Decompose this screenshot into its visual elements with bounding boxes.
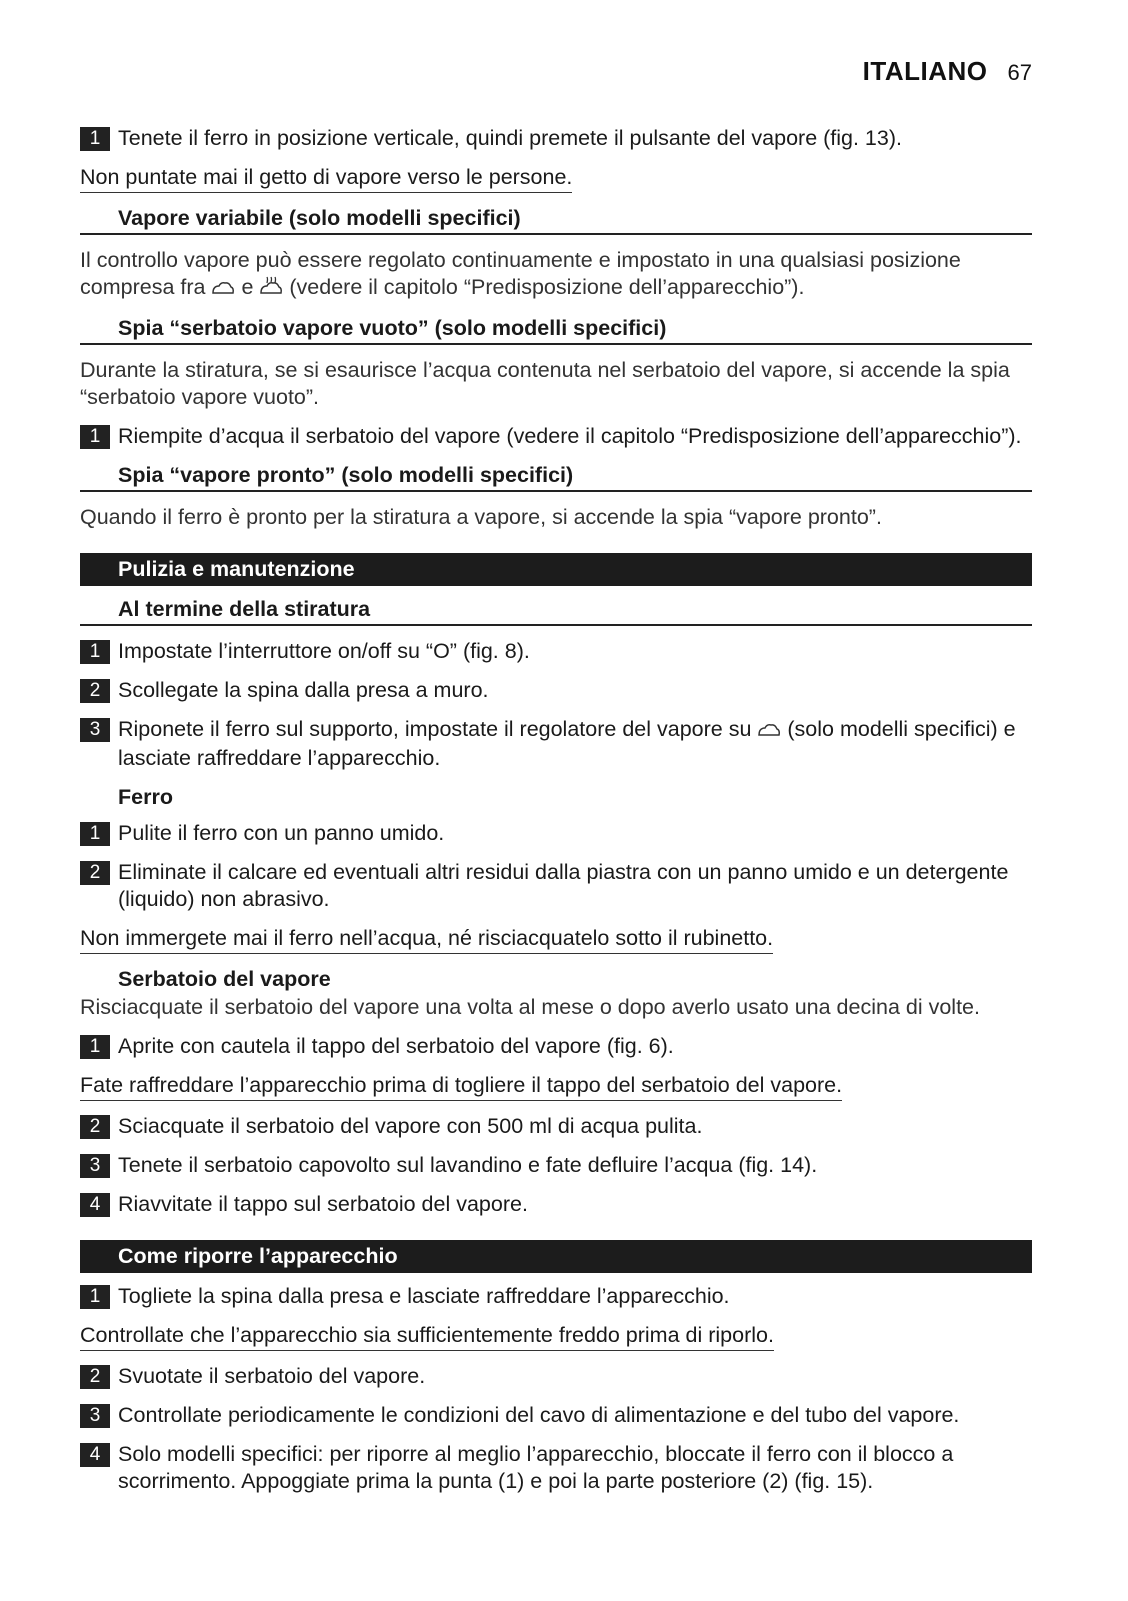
step-open-cap [80, 1033, 1032, 1060]
step-text: Svuotate il serbatoio del vapore. [118, 1364, 426, 1388]
page-number: 67 [1007, 60, 1032, 85]
warning-no-immerse: Non immergete mai il ferro nell’acqua, né risciacquatelo sotto il rubinetto. [80, 925, 773, 954]
step-check-cords [80, 1402, 1032, 1429]
step-number: 4 [80, 1193, 110, 1217]
step-number: 4 [80, 1443, 110, 1467]
step-number: 1 [80, 640, 110, 664]
step-number: 2 [80, 1115, 110, 1139]
step-screw-cap [80, 1191, 1032, 1218]
step-text: Aprite con cautela il tappo del serbatoio del vapore (fig. 6). [118, 1034, 674, 1058]
step-number: 3 [80, 1404, 110, 1428]
warning-steam-people: Non puntate mai il getto di vapore verso le persone. [80, 164, 572, 193]
step-empty-tank [80, 1363, 1032, 1390]
page-content [80, 125, 1032, 1507]
section-title-steam-ready: Spia “vapore pronto” (solo modelli specifici) [80, 462, 1032, 492]
step-text: Tenete il serbatoio capovolto sul lavandino e fate defluire l’acqua (fig. 14). [118, 1153, 818, 1177]
step-text: Solo modelli specifici: per riporre al meglio l’apparecchio, bloccate il ferro con il blocco a scorrimento. Appoggiate prima la punta (1) e poi la parte posteriore (2) (fig. 15). [118, 1442, 954, 1493]
step-switch-off [80, 638, 1032, 665]
section-title-iron: Ferro [118, 785, 173, 809]
step-number: 1 [80, 127, 110, 151]
empty-tank-text: Durante la stiratura, se si esaurisce l’acqua contenuta nel serbatoio del vapore, si accende la spia “serbatoio vapore vuoto”. [80, 358, 1010, 409]
step-text: Scollegate la spina dalla presa a muro. [118, 678, 489, 702]
step-text: Tenete il ferro in posizione verticale, quindi premete il pulsante del vapore (fig. 13). [118, 126, 902, 150]
section-bar-storage: Come riporre l’apparecchio [80, 1240, 1032, 1273]
step-text: Impostate l’interruttore on/off su “O” (fig. 8). [118, 639, 530, 663]
variable-steam-text-b: e [241, 275, 254, 299]
step-text: Eliminate il calcare ed eventuali altri residui dalla piastra con un panno umido e un detergente (liquido) non abrasivo. [118, 860, 1009, 911]
steam-ready-text: Quando il ferro è pronto per la stiratura a vapore, si accende la spia “vapore pronto”. [80, 505, 882, 529]
tank-text: Risciacquate il serbatoio del vapore una volta al mese o dopo averlo usato una decina di volte. [80, 995, 980, 1019]
step-rinse-tank [80, 1113, 1032, 1140]
step-fill-tank [80, 423, 1032, 450]
step-text: Togliete la spina dalla presa e lasciate raffreddare l’apparecchio. [118, 1284, 730, 1308]
step-text-a: Riponete il ferro sul supporto, impostate il regolatore del vapore su [118, 717, 752, 741]
section-title-variable-steam: Vapore variabile (solo modelli specifici) [80, 205, 1032, 235]
step-text: Sciacquate il serbatoio del vapore con 500 ml di acqua pulita. [118, 1114, 703, 1138]
step-number: 1 [80, 1035, 110, 1059]
step-drain-tank [80, 1152, 1032, 1179]
step-number: 3 [80, 718, 110, 742]
step-unplug [80, 677, 1032, 704]
step-text: Riavvitate il tappo sul serbatoio del vapore. [118, 1192, 528, 1216]
warning-cool-down: Fate raffreddare l’apparecchio prima di togliere il tappo del serbatoio del vapore. [80, 1072, 842, 1101]
step-place-iron [80, 716, 1032, 772]
step-number: 1 [80, 1285, 110, 1309]
warning-check-cool: Controllate che l’apparecchio sia sufficientemente freddo prima di riporlo. [80, 1322, 774, 1351]
step-text-b: (solo modelli specifici) e lasciate raffreddare l’apparecchio. [118, 717, 1016, 770]
steam-max-icon [259, 276, 283, 303]
language-label: ITALIANO [862, 56, 988, 86]
steam-min-icon [757, 718, 781, 745]
variable-steam-text-a: Il controllo vapore può essere regolato continuamente e impostato in una qualsiasi posizione compresa fra [80, 248, 961, 299]
step-unplug-cool [80, 1283, 1032, 1310]
step-lock-iron [80, 1441, 1032, 1495]
variable-steam-text [80, 247, 1032, 303]
step-number: 3 [80, 1154, 110, 1178]
section-title-tank: Serbatoio del vapore [118, 967, 331, 991]
step-clean-iron [80, 820, 1032, 847]
step-number: 1 [80, 425, 110, 449]
variable-steam-text-c: (vedere il capitolo “Predisposizione dell’apparecchio”). [289, 275, 805, 299]
step-number: 1 [80, 822, 110, 846]
step-number: 2 [80, 861, 110, 885]
section-bar-cleaning: Pulizia e manutenzione [80, 553, 1032, 586]
steam-min-icon [211, 276, 235, 303]
step-hold-iron [80, 125, 1032, 152]
step-text: Riempite d’acqua il serbatoio del vapore (vedere il capitolo “Predisposizione dell’apparecchio”). [118, 424, 1022, 448]
step-number: 2 [80, 1365, 110, 1389]
step-text: Controllate periodicamente le condizioni del cavo di alimentazione e del tubo del vapore. [118, 1403, 960, 1427]
step-text: Pulite il ferro con un panno umido. [118, 821, 445, 845]
section-title-after-ironing: Al termine della stiratura [80, 596, 1032, 626]
page-header [863, 56, 1032, 87]
section-title-empty-tank: Spia “serbatoio vapore vuoto” (solo modelli specifici) [80, 315, 1032, 345]
step-remove-scale [80, 859, 1032, 913]
step-number: 2 [80, 679, 110, 703]
